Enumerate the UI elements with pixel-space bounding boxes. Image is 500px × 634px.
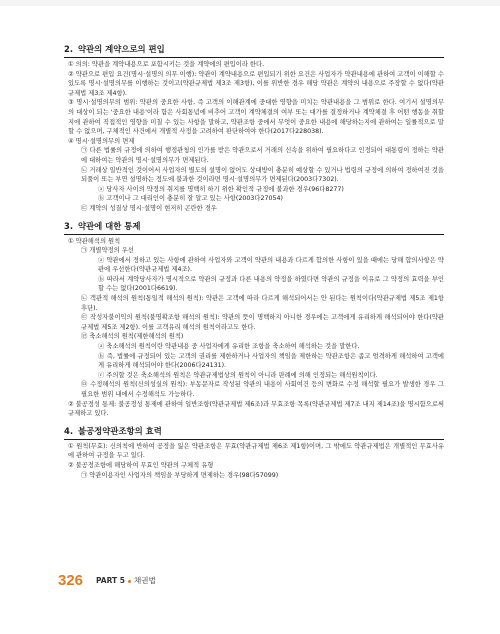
section-number: 4. xyxy=(64,425,74,436)
paragraph: ㉡ 객관적 해석의 원칙(통일적 해석의 원칙): 약관은 고객에 따라 다르게 해석되어서는 안 된다는 원칙이다(약관규제법 제5조 제1항 후단). xyxy=(81,295,444,312)
paragraph: ① 의의: 약관을 계약내용으로 포함시키는 것을 계약에의 편입이라 한다. xyxy=(68,61,265,68)
section-title: 약관에 대한 통제 xyxy=(78,220,141,231)
section-rule xyxy=(64,439,444,440)
section-heading xyxy=(64,426,444,437)
paragraph: ㉣ 축소해석의 원칙(제한해석의 원칙) xyxy=(81,333,184,341)
paragraph: ㉠ 다른 법률의 규정에 의하여 행정관청의 인가를 받은 약관으로서 거래의 신속을 위하여 필요하다고 인정되어 대통령이 정하는 약관에 대하여는 약관의 명시·설명의무가 면제된다. xyxy=(81,147,444,164)
bullet-dot-icon xyxy=(128,580,131,583)
page-top-edge xyxy=(0,0,500,6)
paragraph: ⓑ 따라서 계약당사자가 명시적으로 약관의 규정과 다른 내용의 약정을 하였다면 약관의 규정을 이유로 그 약정의 효력을 부인할 수는 없다(2001다6619). xyxy=(98,275,444,293)
paragraph: ② 불공정조항에 해당하여 무효인 약관의 구체적 유형 xyxy=(68,461,214,469)
paragraph: ㉢ 작성자불이익의 원칙(불명확조항 해석의 원칙): 약관의 뜻이 명백하지 아니한 경우에는 고객에게 유리하게 해석되어야 한다(약관규제법 제5조 제2항). 이를 고객유리 해석의 원칙이라고도 한다. xyxy=(81,314,444,331)
footer-part: PART 5 xyxy=(96,576,125,585)
section-number: 3. xyxy=(64,220,74,231)
paragraph: ① 약관해석의 원칙 xyxy=(68,237,121,245)
document-body xyxy=(64,42,444,480)
paragraph: ㉠ 개별약정의 우선 xyxy=(81,247,134,255)
paragraph: ⓑ 고객이나 그 대리인이 충분히 잘 알고 있는 사항(2003다27054) xyxy=(98,195,283,203)
section-title: 불공정약관조항의 효력 xyxy=(78,425,162,436)
paragraph: ⓐ 축소해석의 원칙이란 약관내용 중 사업자에게 유리한 조항을 축소하여 해석하는 것을 말한다. xyxy=(98,343,360,351)
footer-chapter: 채권법 xyxy=(134,576,156,585)
paragraph: ① 원칙(무효): 신의칙에 반하여 공정을 잃은 약관조항은 무효(약관규제법 제6조 제1항)이며, 그 밖에도 약관규제법은 개별적인 무효사유에 관하여 규정을 두고 있다. xyxy=(68,442,444,460)
section-gap xyxy=(64,419,444,424)
paragraph: ② 약관으로 편입 요건(명시·설명의 의무 이행): 약관이 계약내용으로 편입되기 위한 요건은 사업자가 약관내용에 관하여 고객이 이해할 수 있도록 명시·설명의무를 이행하는 것이고(약관규제법 제3조 제3항), 이를 위반한 경우 해당 약관은 계약의 내용으로 주장할 수 없다(약관규제법 제3조 제4항). xyxy=(68,70,444,97)
paragraph: ㉡ 거래상 일반적인 것이어서 사업자의 별도의 설명이 없어도 상대방이 충분히 예상할 수 있거나 법령의 규정에 의하여 정하여진 것을 되풀이 또는 부연 설명하는 정도에 불과한 것이라면 명시·설명의무가 면제된다(2003다7302). xyxy=(81,166,444,184)
paragraph: ⓐ 약관에서 정하고 있는 사항에 관하여 사업자와 고객이 약관의 내용과 다르게 합의한 사항이 있을 때에는 당해 합의사항은 약관에 우선한다(약관규제법 제4조). xyxy=(98,256,444,274)
page-number: 326 xyxy=(58,572,84,589)
paragraph: ② 불공정성 통제: 불공정성 통제에 관하여 일반조항(약관규제법 제6조)과 무효조항 목록(약관규제법 제7조 내지 제14조)을 명시함으로써 규제하고 있다. xyxy=(68,400,444,418)
section-number: 2. xyxy=(64,44,74,54)
paragraph: ⓒ 주의할 것은 축소해석의 원칙은 약관규제법상의 원칙이 아니라 판례에 의해 인정되는 해석원칙이다. xyxy=(98,371,378,379)
section-rule xyxy=(64,234,444,235)
section-title: 약관의 계약으로의 편입 xyxy=(78,44,165,54)
paragraph: ㉢ 계약의 성질상 명시·설명이 현저히 곤란한 경우 xyxy=(81,204,217,212)
paragraph: ⓑ 즉, 법률에 규정되어 있는 고객의 권리를 제한하거나 사업자의 책임을 제한하는 약관조항은 좁고 엄격하게 해석하여 고객에게 유리하게 해석되어야 한다(2006다24131). xyxy=(98,352,444,370)
section-rule xyxy=(64,57,444,58)
paragraph: ④ 명시·설명의무의 면제 xyxy=(68,137,135,145)
paragraph: ③ 명시·설명의무의 범위: 약관의 중요한 사항, 즉 고객의 이해관계에 중대한 영향을 미치는 약관내용을 그 범위로 한다. 여기서 설명의무의 대상이 되는 '중요한 내용'이라 함은 사회통념에 비추어 고객이 계약체결의 여부 또는 대가를 결정하거나 계약체결 후 어떤 행동을 취할지에 관하여 직접적인 영향을 미칠 수 있는 사항을 말하고, 약관조항 중에서 무엇이 중요한 내용에 해당하는지에 관하여는 일률적으로 말할 수 없으며, 구체적인 사건에서 개별적 사정을 고려하여 판단하여야 한다(2017다228038). xyxy=(68,99,444,136)
paragraph: ㉠ 약관이용자인 사업자의 책임을 부당하게 면제하는 경우(98다57099) xyxy=(81,471,279,479)
page-footer xyxy=(58,566,458,594)
paragraph: ⓐ 당사자 사이의 약정의 취지를 명백히 하기 위한 확인적 규정에 불과한 경우(96다8277) xyxy=(98,185,344,193)
footer-part-label xyxy=(96,575,156,586)
section-gap xyxy=(64,214,444,219)
section-heading xyxy=(64,44,444,55)
section-heading xyxy=(64,221,444,232)
paragraph: ㉤ 수정해석의 원칙(신의성실의 원칙): 부동문자로 작성된 약관의 내용이 사회여건 등의 변화로 수정 해석할 필요가 발생한 경우 그 필요한 범위 내에서 수정해석도 가능하다. xyxy=(81,381,444,398)
